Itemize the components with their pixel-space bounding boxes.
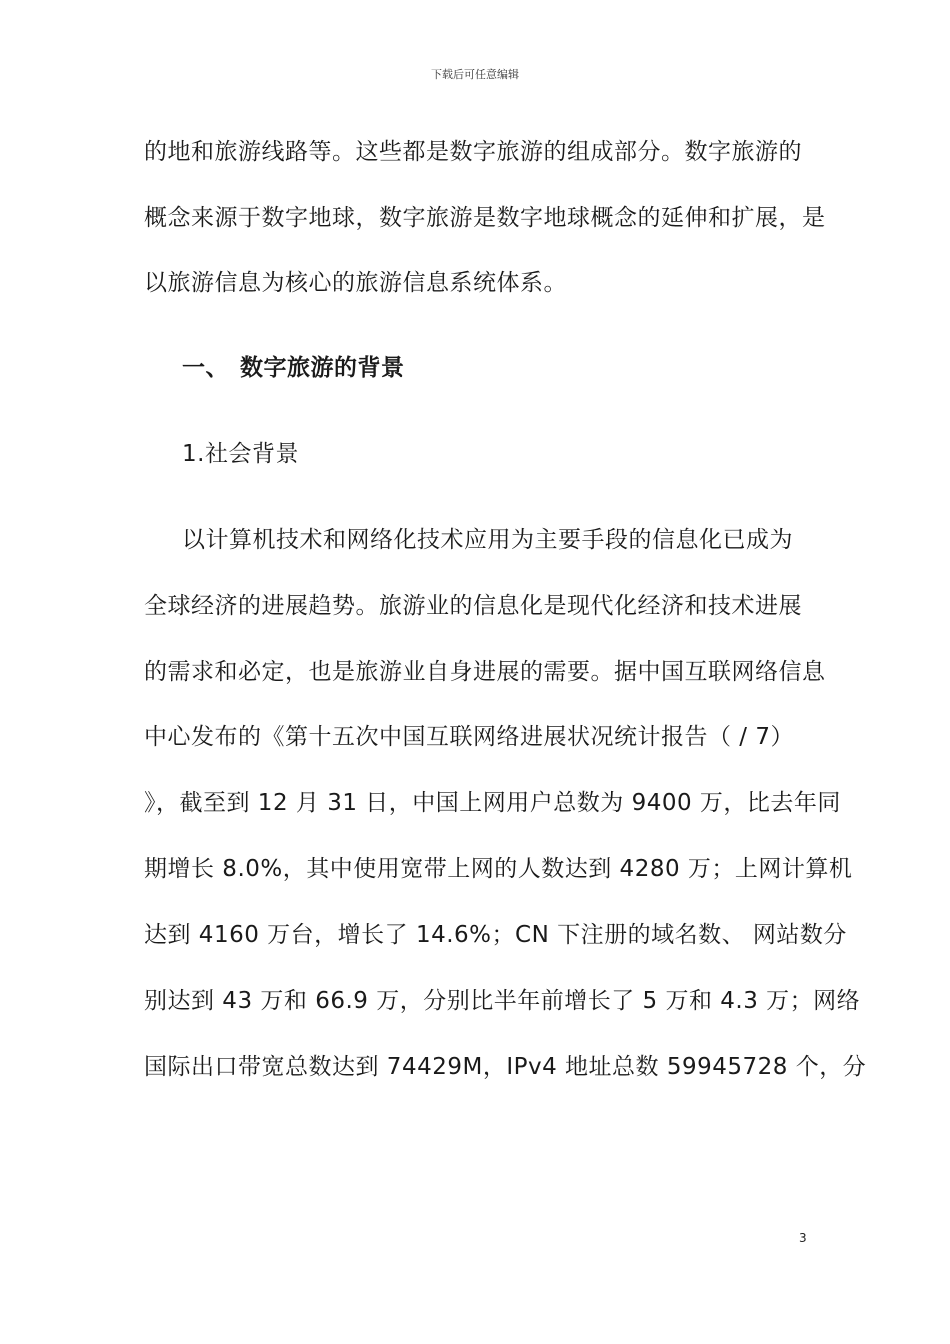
body-line-4: 中心发布的《第十五次中国互联网络进展状况统计报告（ / 7） [144, 724, 795, 750]
body-line-9: 国际出口带宽总数达到 74429M，IPv4 地址总数 59945728 个，分 [144, 1054, 867, 1080]
intro-line-3: 以旅游信息为核心的旅游信息系统体系。 [144, 270, 567, 296]
body-line-5: 》，截至到 12 月 31 日，中国上网用户总数为 9400 万，比去年同 [144, 790, 841, 816]
section-heading-title: 数字旅游的背景 [240, 355, 405, 381]
body-line-6: 期增长 8.0%，其中使用宽带上网的人数达到 4280 万；上网计算机 [144, 856, 853, 882]
page-number: 3 [799, 1231, 807, 1245]
body-line-2: 全球经济的进展趋势。旅游业的信息化是现代化经济和技术进展 [144, 593, 802, 619]
intro-line-2: 概念来源于数字地球，数字旅游是数字地球概念的延伸和扩展，是 [144, 205, 826, 231]
body-line-8: 别达到 43 万和 66.9 万，分别比半年前增长了 5 万和 4.3 万；网络 [144, 988, 861, 1014]
body-line-7: 达到 4160 万台，增长了 14.6%；CN 下注册的域名数、 网站数分 [144, 922, 847, 948]
section-heading [182, 354, 405, 382]
body-line-3: 的需求和必定，也是旅游业自身进展的需要。据中国互联网络信息 [144, 659, 826, 685]
section-heading-number: 一、 [182, 355, 229, 381]
intro-line-1: 的地和旅游线路等。这些都是数字旅游的组成部分。数字旅游的 [144, 139, 802, 165]
body-line-1: 以计算机技术和网络化技术应用为主要手段的信息化已成为 [182, 527, 793, 553]
subsection-heading: 1.社会背景 [182, 441, 299, 467]
page-header: 下载后可任意编辑 [431, 68, 519, 81]
